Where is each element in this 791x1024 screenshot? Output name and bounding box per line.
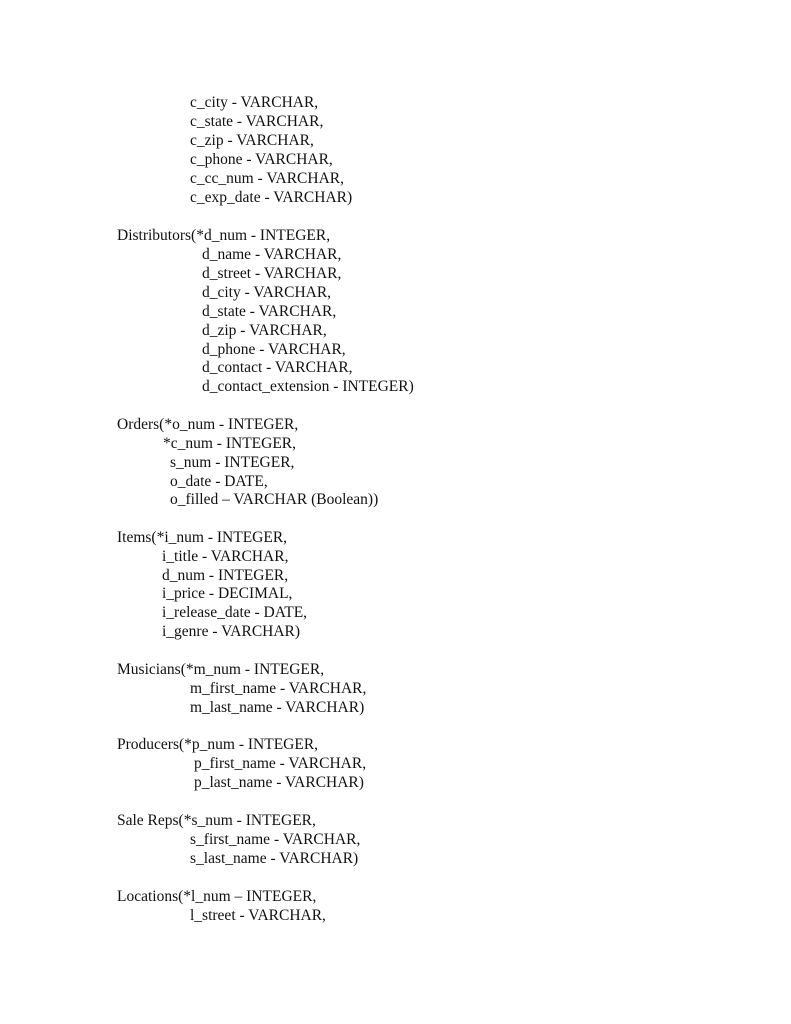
customers-field: c_phone - VARCHAR, [190, 151, 333, 168]
distributors-field: d_contact_extension - INTEGER) [202, 378, 414, 395]
distributors-field: d_street - VARCHAR, [202, 265, 342, 282]
distributors-field: d_city - VARCHAR, [202, 284, 332, 301]
items-field: i_release_date - DATE, [162, 604, 308, 621]
distributors-field: d_name - VARCHAR, [202, 246, 342, 263]
orders-field: s_num - INTEGER, [170, 454, 295, 471]
customers-field: c_cc_num - VARCHAR, [190, 170, 344, 187]
items-field: i_title - VARCHAR, [162, 548, 289, 565]
producers-field: p_last_name - VARCHAR) [194, 774, 364, 791]
distributors-field: d_state - VARCHAR, [202, 303, 337, 320]
locations-field: l_street - VARCHAR, [190, 907, 326, 924]
sale-reps-header: Sale Reps(*s_num - INTEGER, [117, 812, 316, 829]
musicians-field: m_first_name - VARCHAR, [190, 680, 367, 697]
items-field: i_price - DECIMAL, [162, 585, 293, 602]
customers-field: c_exp_date - VARCHAR) [190, 189, 353, 206]
producers-field: p_first_name - VARCHAR, [194, 755, 367, 772]
sale-reps-field: s_first_name - VARCHAR, [190, 831, 361, 848]
distributors-header: Distributors(*d_num - INTEGER, [117, 227, 331, 244]
items-field: d_num - INTEGER, [162, 567, 289, 584]
customers-field: c_zip - VARCHAR, [190, 132, 314, 149]
distributors-field: d_phone - VARCHAR, [202, 341, 346, 358]
orders-field: o_filled – VARCHAR (Boolean)) [170, 491, 379, 508]
customers-field: c_city - VARCHAR, [190, 94, 319, 111]
orders-field: *c_num - INTEGER, [163, 435, 297, 452]
locations-header: Locations(*l_num – INTEGER, [117, 888, 317, 905]
customers-field: c_state - VARCHAR, [190, 113, 324, 130]
musicians-field: m_last_name - VARCHAR) [190, 699, 365, 716]
orders-field: o_date - DATE, [170, 473, 268, 490]
sale-reps-field: s_last_name - VARCHAR) [190, 850, 359, 867]
items-field: i_genre - VARCHAR) [162, 623, 301, 640]
distributors-field: d_zip - VARCHAR, [202, 322, 327, 339]
orders-header: Orders(*o_num - INTEGER, [117, 416, 299, 433]
distributors-field: d_contact - VARCHAR, [202, 359, 353, 376]
musicians-header: Musicians(*m_num - INTEGER, [117, 661, 325, 678]
items-header: Items(*i_num - INTEGER, [117, 529, 288, 546]
producers-header: Producers(*p_num - INTEGER, [117, 736, 319, 753]
